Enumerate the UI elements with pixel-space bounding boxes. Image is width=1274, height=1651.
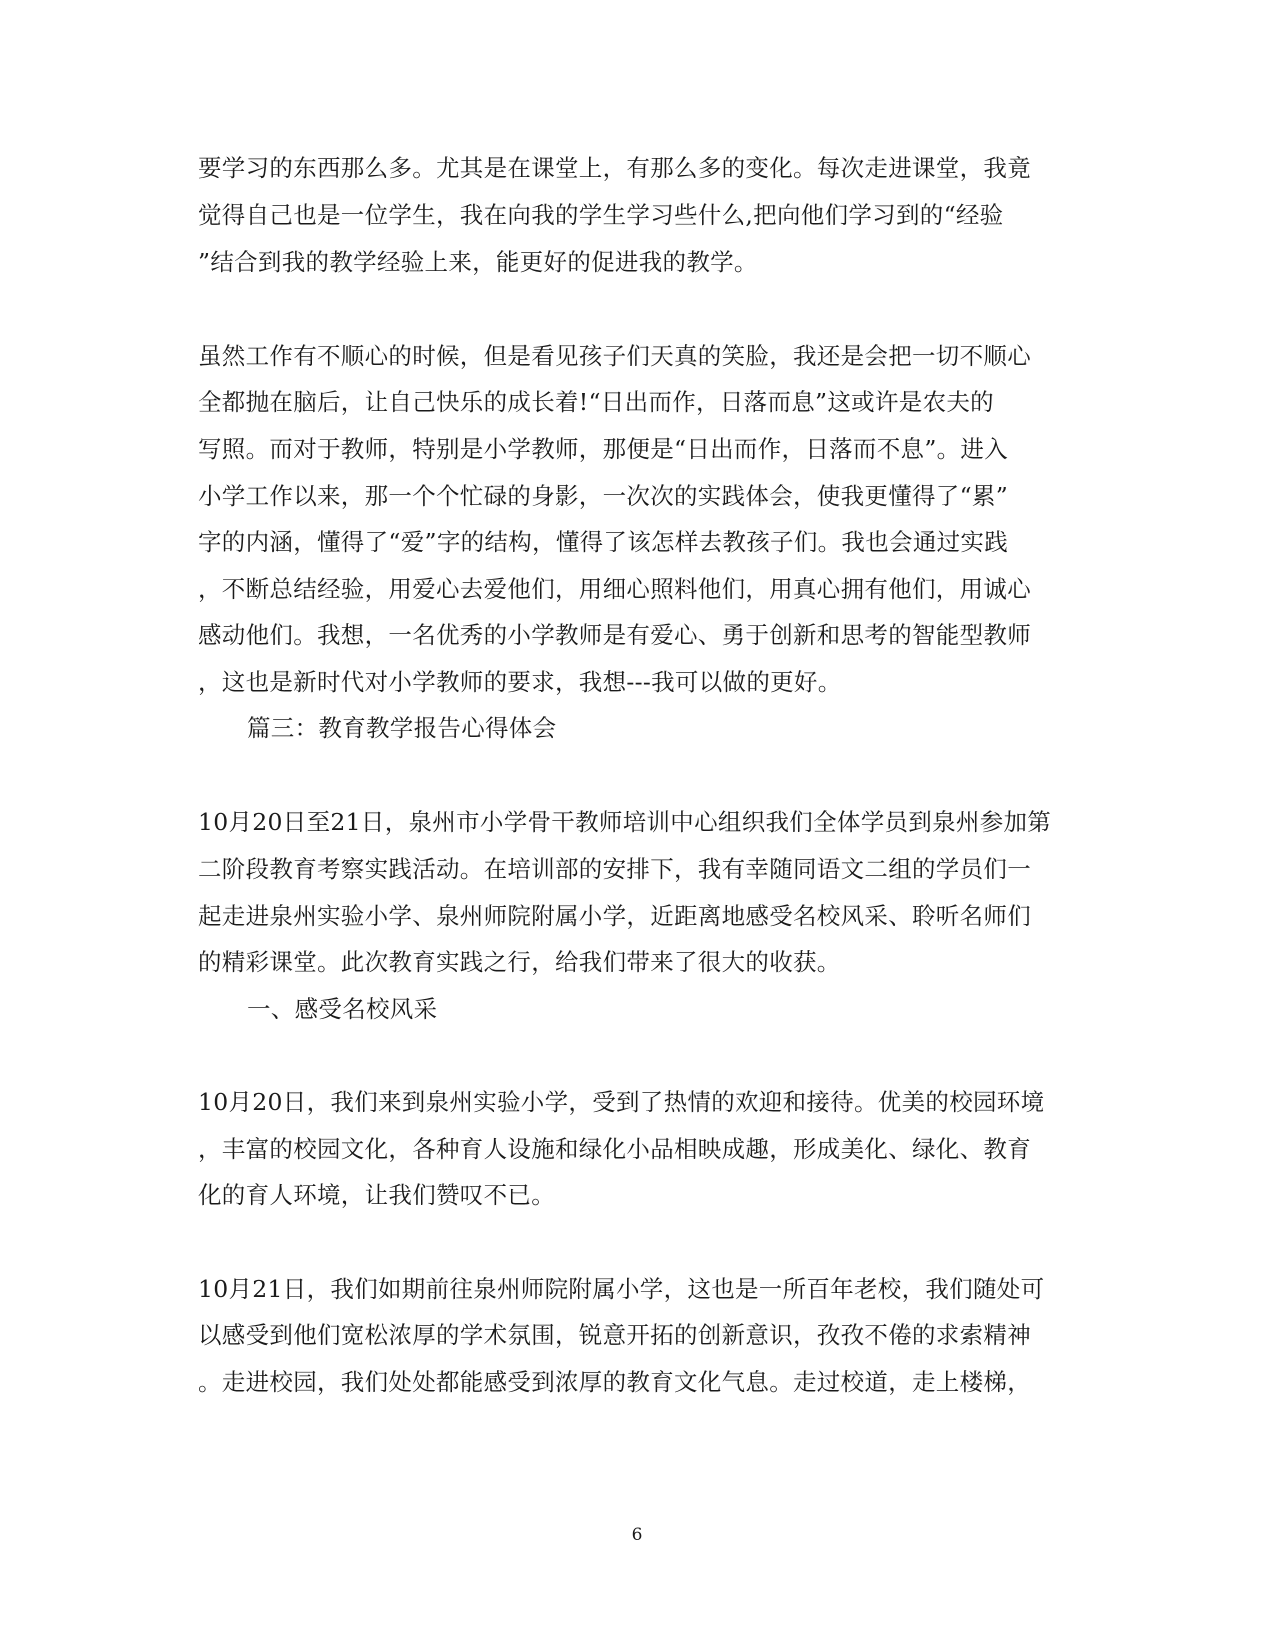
text-line: 二阶段教育考察实践活动。在培训部的安排下，我有幸随同语文二组的学员们一 — [198, 855, 1031, 883]
page-number: 6 — [631, 1525, 643, 1545]
text-line: 起走进泉州实验小学、泉州师院附属小学，近距离地感受名校风采、聆听名师们 — [198, 902, 1031, 930]
section-heading: 篇三：教育教学报告心得体会 — [247, 714, 557, 742]
text-line: 10月20日至21日，泉州市小学骨干教师培训中心组织我们全体学员到泉州参加第 — [198, 808, 1052, 836]
text-line: 全都抛在脑后，让自己快乐的成长着!“日出而作，日落而息”这或许是农夫的 — [198, 388, 994, 416]
text-line: 字的内涵，懂得了“爱”字的结构，懂得了该怎样去教孩子们。我也会通过实践 — [198, 528, 1009, 556]
text-line: 的精彩课堂。此次教育实践之行，给我们带来了很大的收获。 — [198, 948, 841, 976]
text-line: 化的育人环境，让我们赞叹不已。 — [198, 1181, 555, 1209]
text-line: 虽然工作有不顺心的时候，但是看见孩子们天真的笑脸，我还是会把一切不顺心 — [198, 342, 1031, 370]
text-line: 10月21日，我们如期前往泉州师院附属小学，这也是一所百年老校，我们随处可 — [198, 1275, 1045, 1303]
text-line: 写照。而对于教师，特别是小学教师，那便是“日出而作，日落而不息”。进入 — [198, 435, 1009, 463]
text-line: ，不断总结经验，用爱心去爱他们，用细心照料他们，用真心拥有他们，用诚心 — [198, 575, 1031, 603]
text-line: ，丰富的校园文化，各种育人设施和绿化小品相映成趣，形成美化、绿化、教育 — [198, 1135, 1031, 1163]
text-line: ”结合到我的教学经验上来，能更好的促进我的教学。 — [198, 248, 758, 276]
subsection-heading: 一、感受名校风采 — [247, 995, 438, 1023]
text-line: 感动他们。我想，一名优秀的小学教师是有爱心、勇于创新和思考的智能型教师 — [198, 621, 1031, 649]
text-line: ，这也是新时代对小学教师的要求，我想---我可以做的更好。 — [198, 668, 842, 696]
text-line: 觉得自己也是一位学生，我在向我的学生学习些什么,把向他们学习到的“经验 — [198, 201, 1004, 229]
text-line: 以感受到他们宽松浓厚的学术氛围，锐意开拓的创新意识，孜孜不倦的求索精神 — [198, 1321, 1031, 1349]
text-line: 要学习的东西那么多。尤其是在课堂上，有那么多的变化。每次走进课堂，我竟 — [198, 154, 1031, 182]
text-line: 。走进校园，我们处处都能感受到浓厚的教育文化气息。走过校道，走上楼梯， — [198, 1368, 1031, 1396]
text-line: 10月20日，我们来到泉州实验小学，受到了热情的欢迎和接待。优美的校园环境 — [198, 1088, 1045, 1116]
text-line: 小学工作以来，那一个个忙碌的身影，一次次的实践体会，使我更懂得了“累” — [198, 482, 1009, 510]
